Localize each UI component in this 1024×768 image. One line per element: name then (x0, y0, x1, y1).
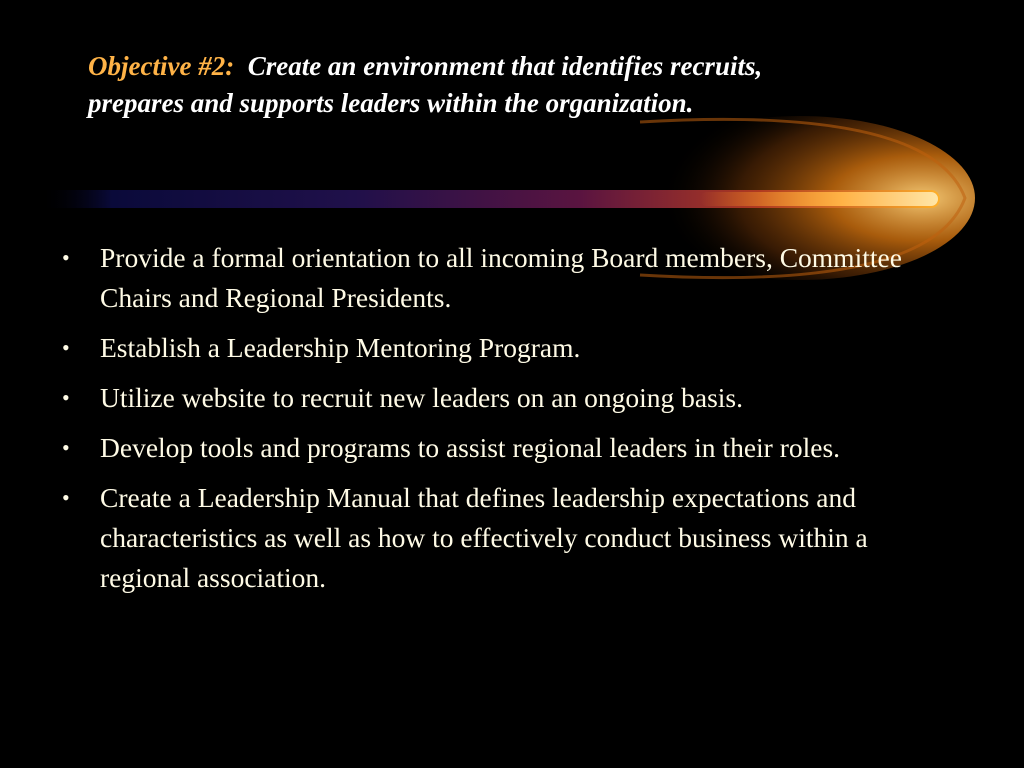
bullet-dot: • (62, 245, 70, 270)
bullet-text: Provide a formal orientation to all incoming Board members, Committee Chairs and Regional Presidents. (100, 242, 902, 313)
bullet-item (62, 478, 962, 598)
bullet-dot: • (62, 335, 70, 360)
bullet-item (62, 328, 962, 368)
title-label: Objective #2: (88, 51, 235, 81)
bullet-dot: • (62, 485, 70, 510)
bullet-list (62, 238, 962, 608)
slide-title (88, 48, 848, 122)
bullet-item (62, 378, 962, 418)
bullet-item (62, 238, 962, 318)
comet-core (700, 192, 938, 206)
bullet-item (62, 428, 962, 468)
bullet-text: Establish a Leadership Mentoring Program. (100, 332, 581, 363)
title-text: Create an environment that identifies recruits, prepares and supports leaders within the organization. (88, 51, 763, 118)
bullet-text: Utilize website to recruit new leaders on an ongoing basis. (100, 382, 744, 413)
bullet-text: Create a Leadership Manual that defines leadership expectations and characteristics as well as how to effectively conduct business within a regional association. (100, 482, 868, 593)
bullet-dot: • (62, 435, 70, 460)
bullet-dot: • (62, 385, 70, 410)
bullet-text: Develop tools and programs to assist regional leaders in their roles. (100, 432, 841, 463)
